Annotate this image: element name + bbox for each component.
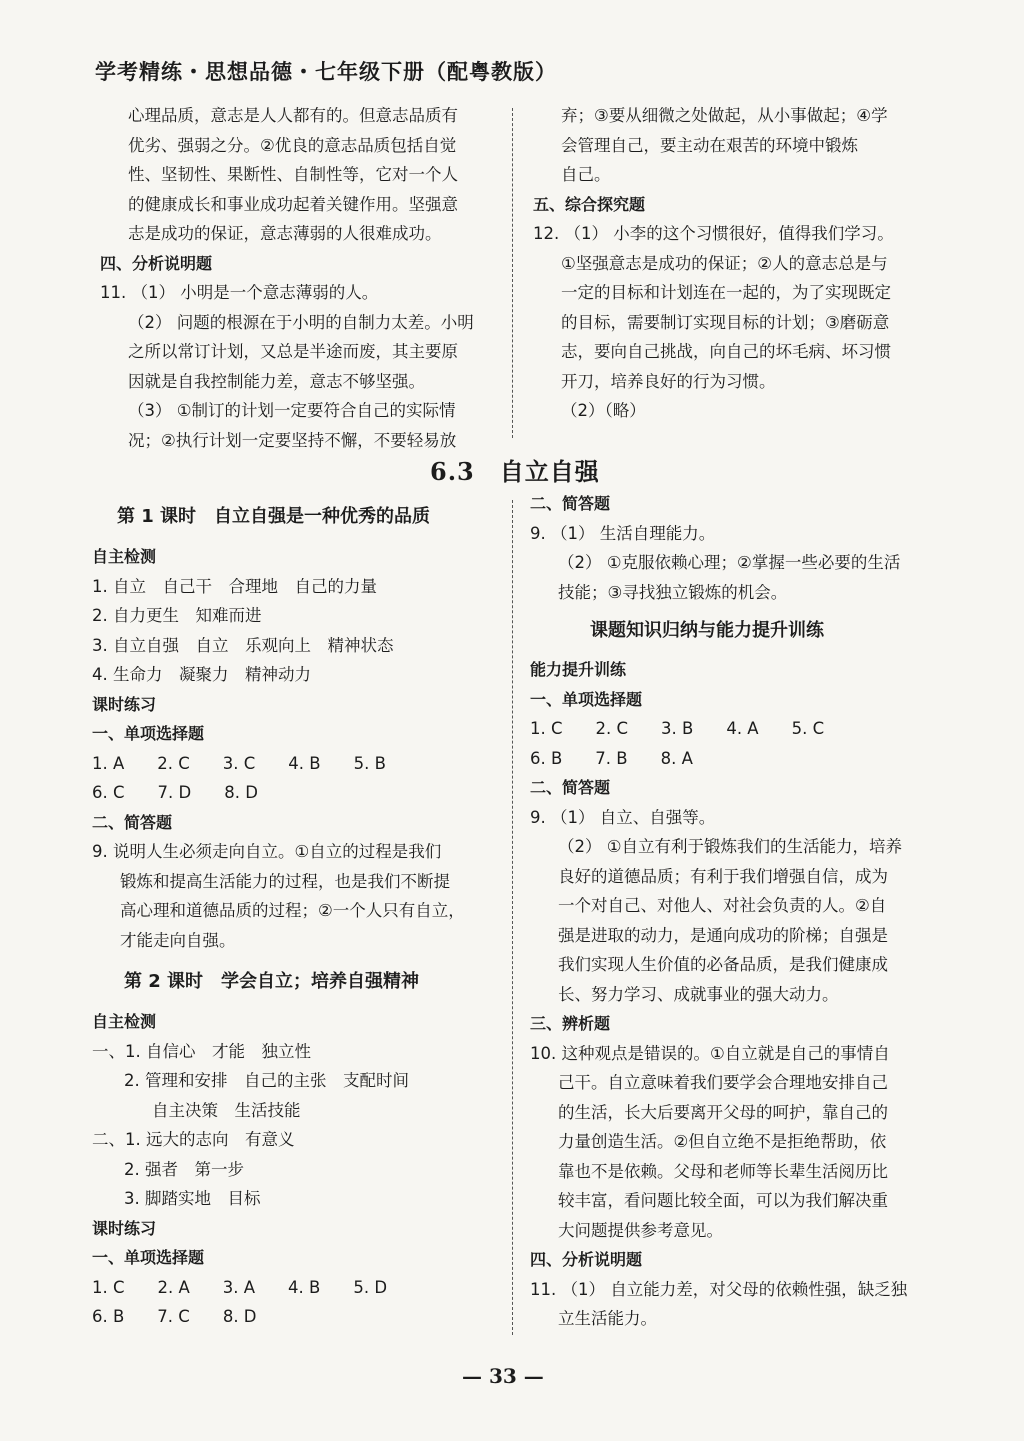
bottom-right-column [530, 489, 960, 1334]
section-heading: 二、简答题 [92, 812, 173, 832]
section-heading: 二、简答题 [530, 494, 611, 513]
text-line: 才能走向自强。 [120, 930, 236, 950]
text-line: ①坚强意志是成功的保证；②人的意志总是与 [561, 253, 888, 273]
answer-line: 1. A 2. C 3. C 4. B 5. B [92, 753, 386, 773]
text-line: 之所以常订计划，又总是半途而废，其主要原 [128, 342, 458, 361]
summary-title: 课题知识归纳与能力提升训练 [590, 620, 824, 641]
text-line: 较丰富，看问题比较全面，可以为我们解决重 [558, 1191, 888, 1210]
lesson-title: 第 2 课时 学会自立；培养自强精神 [124, 971, 420, 992]
column-divider [512, 108, 513, 438]
answer-line: 6. C 7. D 8. D [92, 783, 258, 802]
text-line: 己干。自立意味着我们要学会合理地安排自己 [558, 1073, 888, 1092]
answer-line: 6. B 7. B 8. A [530, 748, 693, 768]
section-heading: 四、分析说明题 [100, 253, 213, 273]
text-line: 2. 强者 第一步 [124, 1159, 244, 1179]
answer-line: 6. B 7. C 8. D [92, 1307, 257, 1326]
section-heading: 五、综合探究题 [533, 194, 646, 214]
text-line: （2） ①克服依赖心理；②掌握一些必要的生活 [558, 553, 901, 572]
text-line: 锻炼和提高生活能力的过程，也是我们不断提 [120, 871, 450, 891]
section-heading: 能力提升训练 [530, 660, 627, 679]
section-heading: 课时练习 [92, 694, 157, 714]
text-line: 技能；③寻找独立锻炼的机会。 [558, 582, 788, 602]
text-line: 12. （1） 小李的这个习惯很好，值得我们学习。 [533, 224, 894, 243]
text-line: 性、坚韧性、果断性、自制性等，它对一个人 [128, 165, 458, 184]
text-line: 的目标，需要制订实现目标的计划；③磨砺意 [561, 312, 890, 332]
text-line: 2. 管理和安排 自己的主张 支配时间 [124, 1071, 409, 1090]
section-heading: 自主检测 [92, 1012, 157, 1031]
text-line: 会管理自己，要主动在艰苦的环境中锻炼 [561, 135, 858, 155]
text-line: 因就是自我控制能力差，意志不够坚强。 [128, 371, 425, 391]
section-heading: 一、单项选择题 [92, 1248, 205, 1267]
text-line: 一、1. 自信心 才能 独立性 [92, 1041, 311, 1061]
text-line: 9. （1） 生活自理能力。 [530, 523, 716, 543]
section-heading: 一、单项选择题 [530, 689, 643, 709]
text-line: 一个对自己、对他人、对社会负责的人。②自 [558, 896, 887, 915]
text-line: 1. 自立 自己干 合理地 自己的力量 [92, 576, 377, 596]
text-line: 一定的目标和计划连在一起的，为了实现既定 [561, 283, 891, 302]
text-line: 弃；③要从细微之处做起，从小事做起；④学 [561, 106, 888, 125]
text-line: 9. 说明人生必须走向自立。①自立的过程是我们 [92, 842, 442, 861]
text-line: （3） ①制订的计划一定要符合自己的实际情 [128, 401, 456, 420]
text-line: 强是进取的动力，是通向成功的阶梯；自强是 [558, 925, 888, 945]
text-line: 3. 脚踏实地 目标 [124, 1189, 261, 1208]
section-heading: 三、辨析题 [530, 1014, 611, 1033]
text-line: 11. （1） 自立能力差，对父母的依赖性强，缺乏独 [530, 1279, 908, 1299]
bottom-left-column [92, 500, 502, 1332]
text-line: 我们实现人生价值的必备品质，是我们健康成 [558, 955, 888, 974]
text-line: （2） 问题的根源在于小明的自制力太差。小明 [128, 312, 474, 332]
text-line: 4. 生命力 凝聚力 精神动力 [92, 665, 311, 684]
section-heading: 四、分析说明题 [530, 1250, 643, 1269]
text-line: 志是成功的保证，意志薄弱的人很难成功。 [128, 224, 442, 243]
text-line: 靠也不是依赖。父母和老师等长辈生活阅历比 [558, 1161, 888, 1181]
text-line: 力量创造生活。②但自立绝不是拒绝帮助，依 [558, 1132, 887, 1151]
section-heading: 二、简答题 [530, 778, 611, 797]
text-line: （2）（略） [561, 401, 646, 420]
text-line: 大问题提供参考意见。 [558, 1220, 723, 1240]
top-right-column [533, 101, 953, 426]
text-line: （2） ①自立有利于锻炼我们的生活能力，培养 [558, 837, 903, 856]
text-line: 志，要向自己挑战，向自己的坏毛病、坏习惯 [561, 342, 891, 361]
text-line: 高心理和道德品质的过程；②一个人只有自立， [120, 901, 465, 920]
section-heading: 一、单项选择题 [92, 724, 205, 743]
lesson-title: 第 1 课时 自立自强是一种优秀的品质 [117, 506, 431, 527]
text-line: 自己。 [561, 165, 611, 184]
text-line: 二、1. 远大的志向 有意义 [92, 1130, 295, 1149]
text-line: 2. 自力更生 知难而进 [92, 606, 262, 625]
text-line: 长、努力学习、成就事业的强大动力。 [558, 984, 839, 1004]
text-line: 心理品质，意志是人人都有的。但意志品质有 [128, 106, 458, 125]
text-line: 况；②执行计划一定要坚持不懈，不要轻易放 [128, 430, 457, 450]
text-line: 3. 自立自强 自立 乐观向上 精神状态 [92, 635, 394, 655]
text-line: 自主决策 生活技能 [152, 1100, 301, 1120]
text-line: 优劣、强弱之分。②优良的意志品质包括自觉 [128, 135, 457, 155]
top-left-column [100, 101, 505, 455]
text-line: 的生活，长大后要离开父母的呵护，靠自己的 [558, 1102, 888, 1122]
text-line: 11. （1） 小明是一个意志薄弱的人。 [100, 283, 379, 302]
text-line: 良好的道德品质；有利于我们增强自信，成为 [558, 866, 888, 886]
page-number: — 33 — [462, 1364, 544, 1388]
text-line: 立生活能力。 [558, 1309, 657, 1328]
section-heading: 课时练习 [92, 1218, 157, 1238]
answer-line: 1. C 2. A 3. A 4. B 5. D [92, 1277, 388, 1297]
text-line: 9. （1） 自立、自强等。 [530, 807, 716, 827]
text-line: 的健康成长和事业成功起着关键作用。坚强意 [128, 194, 458, 214]
column-divider [512, 500, 513, 1335]
section-title: 6.3 自立自强 [430, 457, 600, 486]
page-header: 学考精练・思想品德・七年级下册（配粤教版） [95, 60, 557, 84]
text-line: 10. 这种观点是错误的。①自立就是自己的事情自 [530, 1043, 890, 1063]
section-heading: 自主检测 [92, 547, 157, 566]
answer-line: 1. C 2. C 3. B 4. A 5. C [530, 719, 825, 738]
text-line: 开刀，培养良好的行为习惯。 [561, 371, 776, 391]
